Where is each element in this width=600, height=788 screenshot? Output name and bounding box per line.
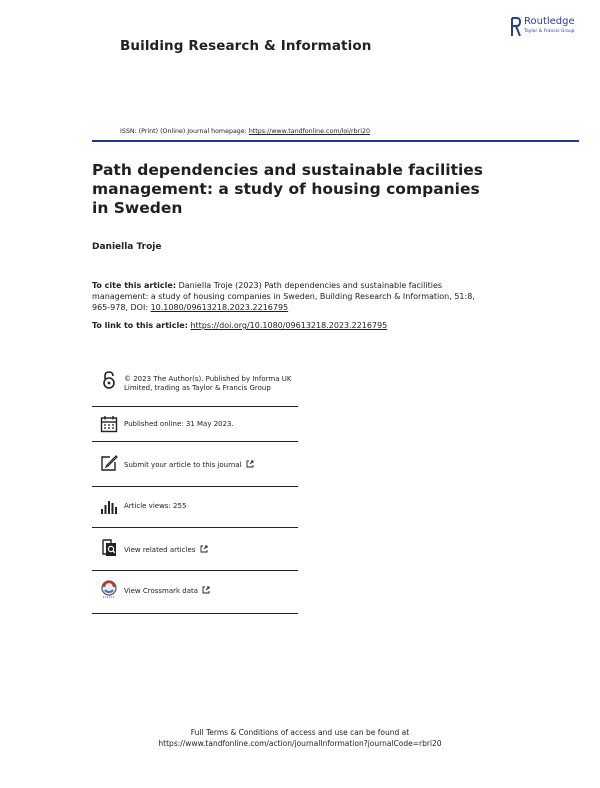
- journal-title: Building Research & Information: [120, 38, 372, 54]
- external-link-icon: [202, 586, 210, 594]
- published-row: [92, 407, 298, 442]
- footer-terms: Full Terms & Conditions of access and use can be found at: [190, 728, 410, 737]
- calendar-icon: [100, 415, 118, 433]
- submit-label: Submit your article to this journal: [124, 461, 242, 469]
- cite-text: Daniella Troje (2023) Path dependencies and sustainable facilities management: a study of housing companies in Sweden, Building Research & Information, 51:8, 965-978, DOI:: [92, 281, 475, 312]
- issn-text: ISSN: (Print) (Online) Journal homepage:: [120, 128, 247, 135]
- footer-terms-url[interactable]: https://www.tandfonline.com/action/journalInformation?journalCode=rbri20: [158, 739, 442, 748]
- article-info-panel: [92, 366, 298, 614]
- edit-pencil-icon: [100, 454, 118, 472]
- bar-chart-icon: [100, 497, 118, 515]
- article-doi-url[interactable]: https://doi.org/10.1080/09613218.2023.2216795: [190, 321, 388, 330]
- article-author: Daniella Troje: [92, 242, 162, 252]
- issn-line: [120, 128, 370, 135]
- submit-article-link[interactable]: [124, 460, 300, 470]
- published-date: Published online: 31 May 2023.: [124, 420, 234, 428]
- header-rule: [92, 140, 579, 142]
- routledge-logo[interactable]: [511, 16, 591, 42]
- related-label: View related articles: [124, 546, 196, 554]
- link-label: To link to this article:: [92, 321, 188, 330]
- footer: [0, 727, 600, 749]
- cite-label: To cite this article:: [92, 281, 177, 290]
- routledge-r-icon: [511, 16, 521, 38]
- logo-wordmark: Routledge: [524, 16, 575, 27]
- related-articles-link[interactable]: [124, 545, 300, 555]
- open-access-lock-icon: [100, 371, 118, 389]
- crossmark-link[interactable]: [124, 586, 300, 596]
- journal-homepage-link[interactable]: https://www.tandfonline.com/loi/rbri20: [248, 128, 370, 135]
- external-link-icon: [200, 545, 208, 553]
- doi-link[interactable]: 10.1080/09613218.2023.2216795: [150, 303, 289, 312]
- crossmark-label: View Crossmark data: [124, 587, 199, 595]
- related-articles-icon: [100, 539, 118, 557]
- article-views: Article views: 255: [124, 502, 187, 510]
- views-row: [92, 487, 298, 528]
- license-row: [92, 366, 298, 407]
- crossmark-row[interactable]: [92, 571, 298, 614]
- citation-block: [92, 280, 492, 313]
- crossmark-icon: [100, 580, 118, 598]
- logo-tagline: Taylor & Francis Group: [524, 29, 575, 34]
- article-link-line: [92, 321, 387, 330]
- submit-row[interactable]: [92, 442, 298, 487]
- related-row[interactable]: [92, 528, 298, 571]
- license-text: © 2023 The Author(s). Published by Informa UK Limited, trading as Taylor & Francis Group: [124, 375, 292, 392]
- article-title: Path dependencies and sustainable facilities management: a study of housing companies in Sweden: [92, 161, 484, 217]
- external-link-icon: [246, 460, 254, 468]
